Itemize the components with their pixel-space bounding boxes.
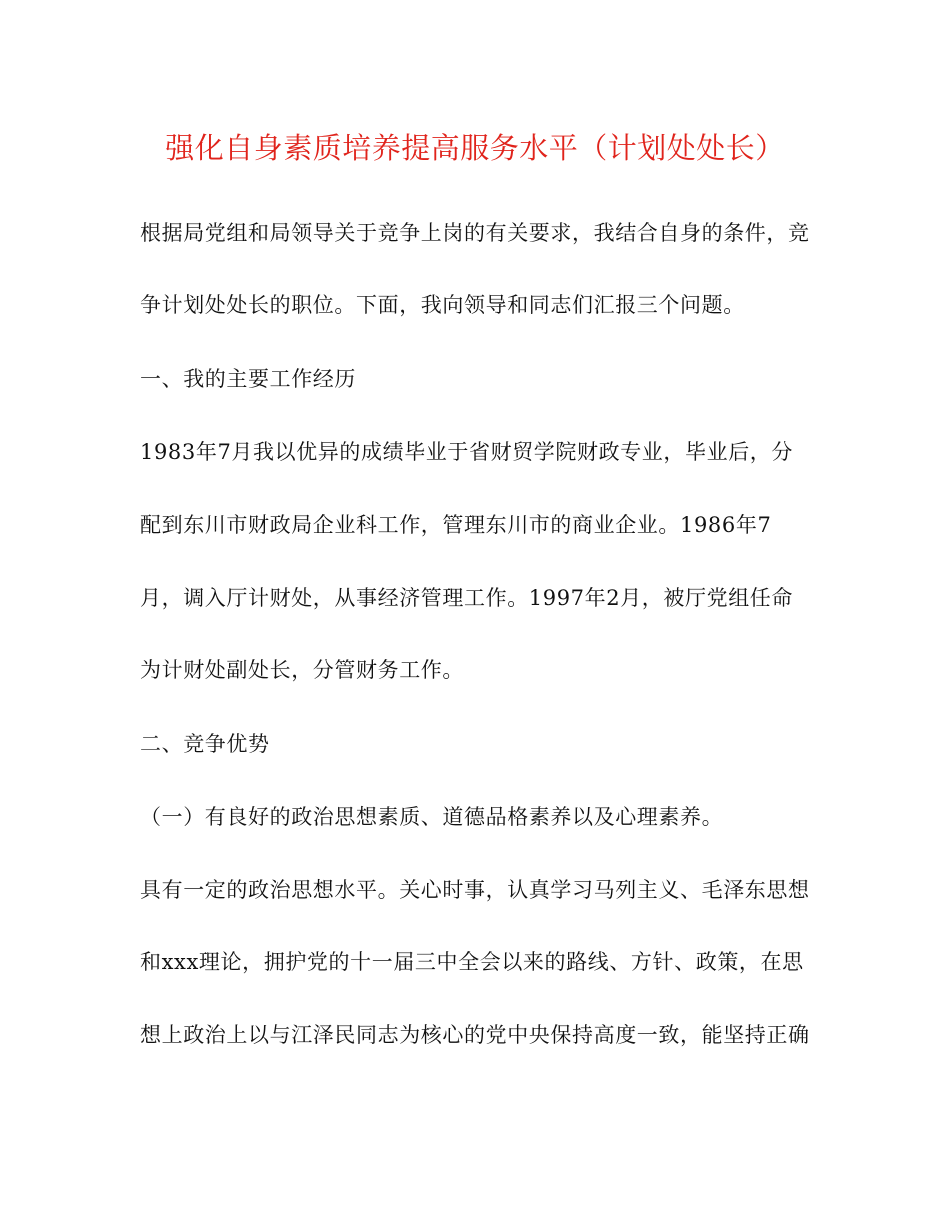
body-line-2: 争计划处处长的职位。下面，我向领导和同志们汇报三个问题。 — [140, 293, 745, 317]
body-line-11: 和xxx理论，拥护党的十一届三中全会以来的路线、方针、政策，在思 — [140, 950, 804, 974]
body-line-5: 配到东川市财政局企业科工作，管理东川市的商业企业。1986年7 — [140, 513, 772, 537]
body-line-12: 想上政治上以与江泽民同志为核心的党中央保持高度一致，能坚持正确 — [140, 1023, 810, 1047]
body-line-6: 月，调入厅计财处，从事经济管理工作。1997年2月，被厅党组任命 — [140, 586, 794, 610]
body-line-7: 为计财处副处长，分管财务工作。 — [140, 658, 464, 682]
section-heading-2: 二、竞争优势 — [140, 732, 270, 756]
document-title: 强化自身素质培养提高服务水平（计划处处长） — [165, 131, 785, 165]
section-heading-1: 一、我的主要工作经历 — [140, 367, 356, 391]
sub-heading-1: （一）有良好的政治思想素质、道德品格素养以及心理素养。 — [140, 805, 724, 829]
body-line-4: 1983年7月我以优异的成绩毕业于省财贸学院财政专业，毕业后，分 — [140, 440, 794, 464]
body-line-1: 根据局党组和局领导关于竞争上岗的有关要求，我结合自身的条件，竞 — [140, 221, 810, 245]
body-line-10: 具有一定的政治思想水平。关心时事，认真学习马列主义、毛泽东思想 — [140, 878, 810, 902]
